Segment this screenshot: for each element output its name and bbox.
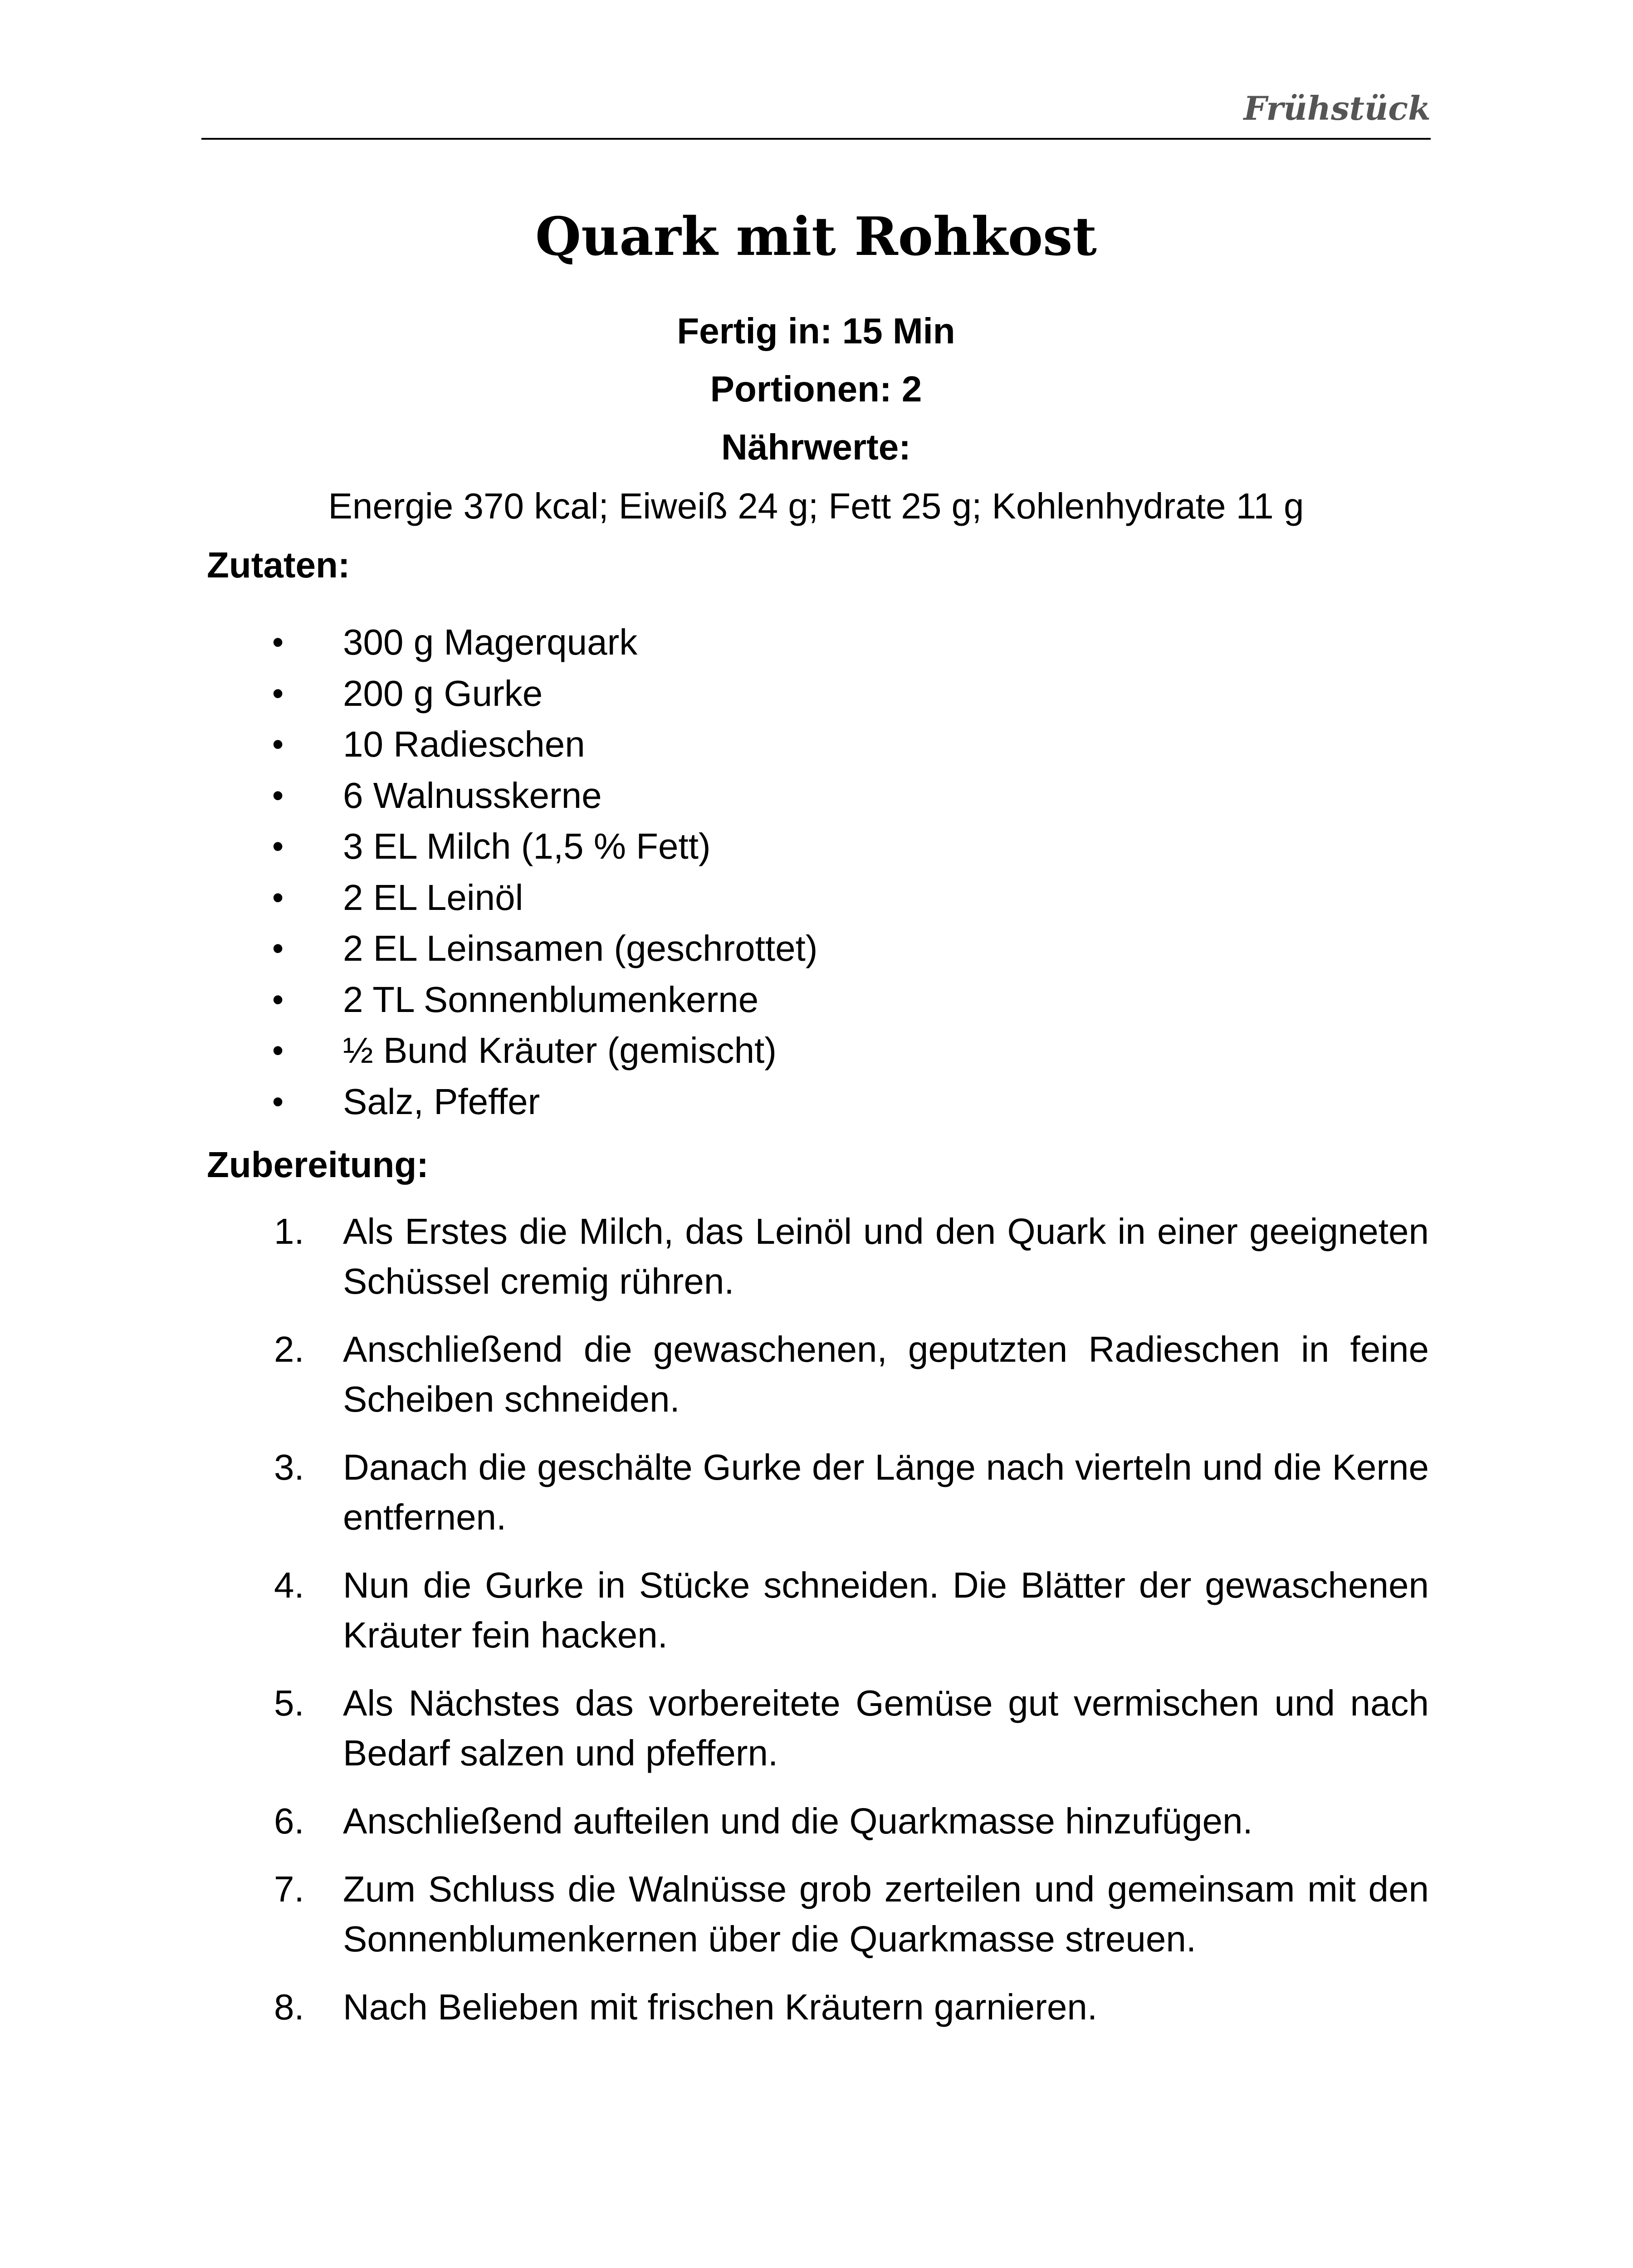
step-text: Anschließend die gewaschenen, geputzten Radieschen in feine Scheiben schneiden. xyxy=(343,1329,1429,1419)
recipe-title: Quark mit Rohkost xyxy=(535,206,1097,268)
header-rule xyxy=(201,138,1431,140)
step-item xyxy=(0,1864,1633,1964)
step-item xyxy=(0,1325,1633,1424)
step-text: Als Erstes die Milch, das Leinöl und den Quark in einer geeigneten Schüssel cremig rühren. xyxy=(343,1211,1429,1301)
step-text: Nun die Gurke in Stücke schneiden. Die Blätter der gewaschenen Kräuter fein hacken. xyxy=(343,1565,1429,1655)
step-number: 1. xyxy=(274,1211,304,1251)
bullet-icon: • xyxy=(272,777,284,814)
bullet-icon: • xyxy=(272,675,284,712)
ingredient-item: • 3 EL Milch (1,5 % Fett) xyxy=(0,821,1633,872)
nutrition-values: Energie 370 kcal; Eiweiß 24 g; Fett 25 g; Kohlenhydrate 11 g xyxy=(328,486,1304,526)
preparation-steps xyxy=(0,1207,1633,2050)
step-item xyxy=(0,1796,1633,1846)
ingredient-item: • 200 g Gurke xyxy=(0,668,1633,719)
bullet-icon: • xyxy=(272,726,284,763)
bullet-icon: • xyxy=(272,1032,284,1069)
step-number: 5. xyxy=(274,1683,304,1723)
step-number: 8. xyxy=(274,1987,304,2027)
ingredients-list xyxy=(0,617,1633,1127)
step-item xyxy=(0,1560,1633,1660)
step-item xyxy=(0,1678,1633,1778)
bullet-icon: • xyxy=(272,981,284,1018)
ingredient-item: • 2 TL Sonnenblumenkerne xyxy=(0,974,1633,1026)
bullet-icon: • xyxy=(272,624,284,660)
preparation-heading: Zubereitung: xyxy=(207,1144,429,1185)
bullet-icon: • xyxy=(272,1083,284,1120)
servings: Portionen: 2 xyxy=(710,369,922,409)
nutrition-label: Nährwerte: xyxy=(721,427,911,467)
step-number: 6. xyxy=(274,1801,304,1841)
ingredient-item: • ½ Bund Kräuter (gemischt) xyxy=(0,1025,1633,1076)
step-text: Danach die geschälte Gurke der Länge nach vierteln und die Kerne entfernen. xyxy=(343,1447,1429,1537)
bullet-icon: • xyxy=(272,828,284,865)
ingredients-heading: Zutaten: xyxy=(207,545,350,585)
step-item xyxy=(0,1207,1633,1306)
ingredient-item: • 10 Radieschen xyxy=(0,719,1633,770)
step-text: Anschließend aufteilen und die Quarkmasse hinzufügen. xyxy=(343,1801,1253,1841)
step-number: 7. xyxy=(274,1869,304,1909)
step-number: 3. xyxy=(274,1447,304,1487)
step-text: Zum Schluss die Walnüsse grob zerteilen und gemeinsam mit den Sonnenblumenkernen über die Quarkmasse streuen. xyxy=(343,1869,1429,1959)
bullet-icon: • xyxy=(272,930,284,967)
step-item xyxy=(0,1442,1633,1542)
step-text: Als Nächstes das vorbereitete Gemüse gut vermischen und nach Bedarf salzen und pfeffern. xyxy=(343,1683,1429,1773)
ingredient-item: • 6 Walnusskerne xyxy=(0,770,1633,821)
step-number: 2. xyxy=(274,1329,304,1369)
ingredient-item: • Salz, Pfeffer xyxy=(0,1076,1633,1128)
bullet-icon: • xyxy=(272,879,284,916)
step-item xyxy=(0,1982,1633,2032)
step-text: Nach Belieben mit frischen Kräutern garnieren. xyxy=(343,1987,1098,2027)
ingredient-item: • 2 EL Leinsamen (geschrottet) xyxy=(0,923,1633,974)
step-number: 4. xyxy=(274,1565,304,1605)
ingredient-item: • 2 EL Leinöl xyxy=(0,872,1633,924)
ingredient-item: • 300 g Magerquark xyxy=(0,617,1633,668)
ready-in: Fertig in: 15 Min xyxy=(677,311,955,351)
running-header: Frühstück xyxy=(1243,89,1431,127)
